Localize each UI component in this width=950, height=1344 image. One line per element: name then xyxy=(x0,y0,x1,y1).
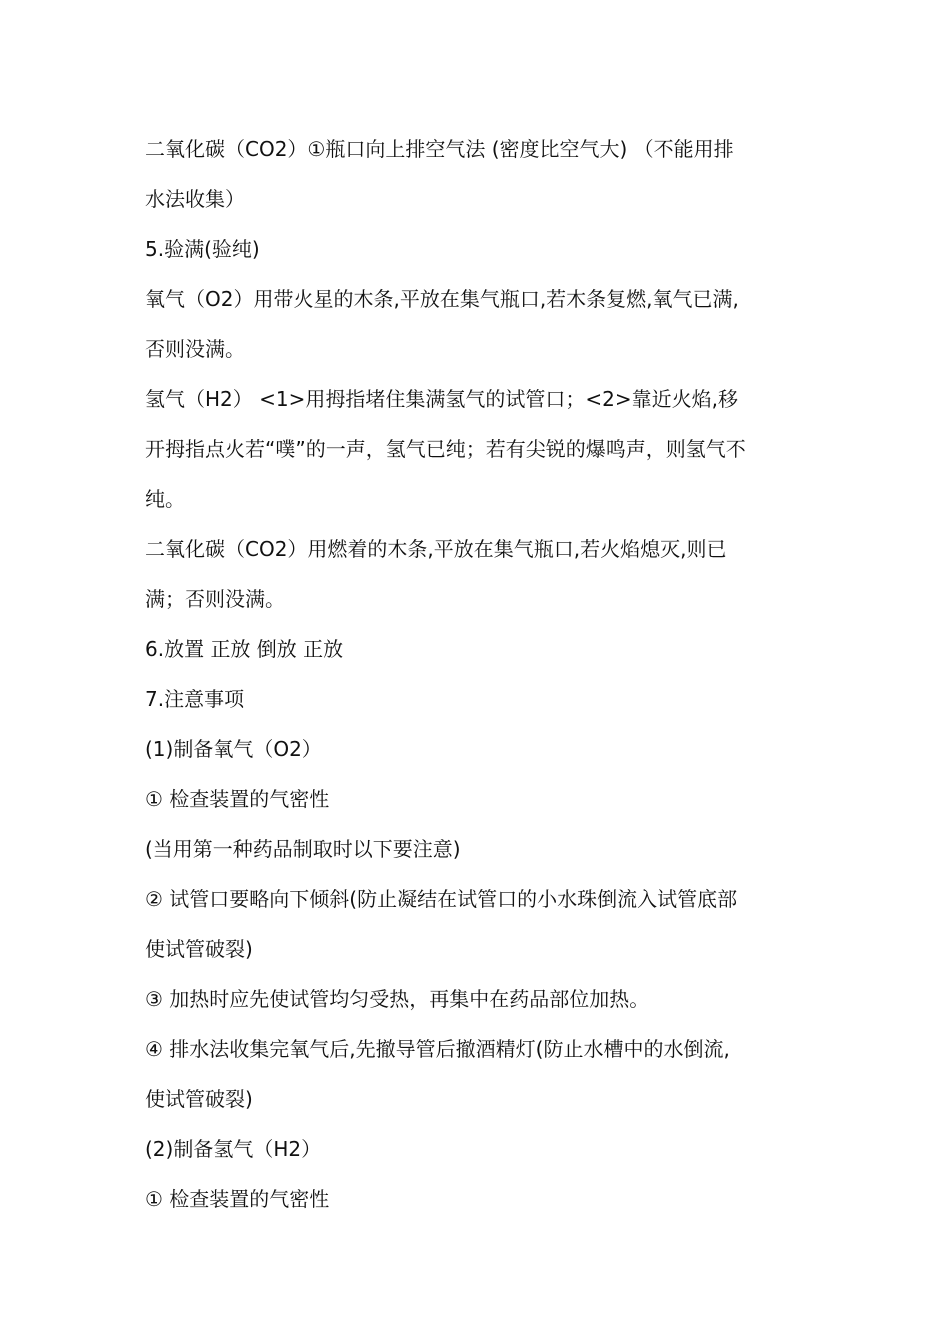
section-heading-notes: 7.注意事项 xyxy=(145,687,245,711)
text-line-co2-verification: 二氧化碳（CO2）用燃着的木条,平放在集气瓶口,若火焰熄灭,则已 xyxy=(145,537,727,561)
text-line-h2-verification-cont: 开拇指点火若“噗”的一声，氢气已纯；若有尖锐的爆鸣声，则氢气不 xyxy=(145,437,746,461)
list-item-o2-tube-tilt-cont: 使试管破裂) xyxy=(145,937,253,961)
text-line-o2-verification-cont: 否则没满。 xyxy=(145,337,245,361)
section-heading-placement: 6.放置 正放 倒放 正放 xyxy=(145,637,344,661)
list-item-o2-airtightness: ① 检查装置的气密性 xyxy=(145,787,330,811)
subheading-prepare-o2: (1)制备氧气（O2） xyxy=(145,737,322,761)
list-item-o2-tube-tilt: ② 试管口要略向下倾斜(防止凝结在试管口的小水珠倒流入试管底部 xyxy=(145,887,738,911)
list-item-h2-airtightness: ① 检查装置的气密性 xyxy=(145,1187,330,1211)
text-line-h2-verification-end: 纯。 xyxy=(145,487,185,511)
section-heading-verification: 5.验满(验纯) xyxy=(145,237,260,261)
text-line-o2-verification: 氧气（O2）用带火星的木条,平放在集气瓶口,若木条复燃,氧气已满, xyxy=(145,287,739,311)
subheading-prepare-h2: (2)制备氢气（H2） xyxy=(145,1137,322,1161)
document-body xyxy=(145,124,813,1224)
list-item-o2-collection-order-cont: 使试管破裂) xyxy=(145,1087,253,1111)
text-line-o2-note: (当用第一种药品制取时以下要注意) xyxy=(145,837,461,861)
text-line-h2-verification: 氢气（H2） <1>用拇指堵住集满氢气的试管口；<2>靠近火焰,移 xyxy=(145,387,738,411)
text-line-co2-collection: 二氧化碳（CO2）①瓶口向上排空气法 (密度比空气大) （不能用排 xyxy=(145,137,734,161)
text-line-co2-collection-cont: 水法收集） xyxy=(145,187,245,211)
list-item-o2-collection-order: ④ 排水法收集完氧气后,先撤导管后撤酒精灯(防止水槽中的水倒流, xyxy=(145,1037,730,1061)
text-line-co2-verification-cont: 满；否则没满。 xyxy=(145,587,285,611)
list-item-o2-heating: ③ 加热时应先使试管均匀受热，再集中在药品部位加热。 xyxy=(145,987,650,1011)
